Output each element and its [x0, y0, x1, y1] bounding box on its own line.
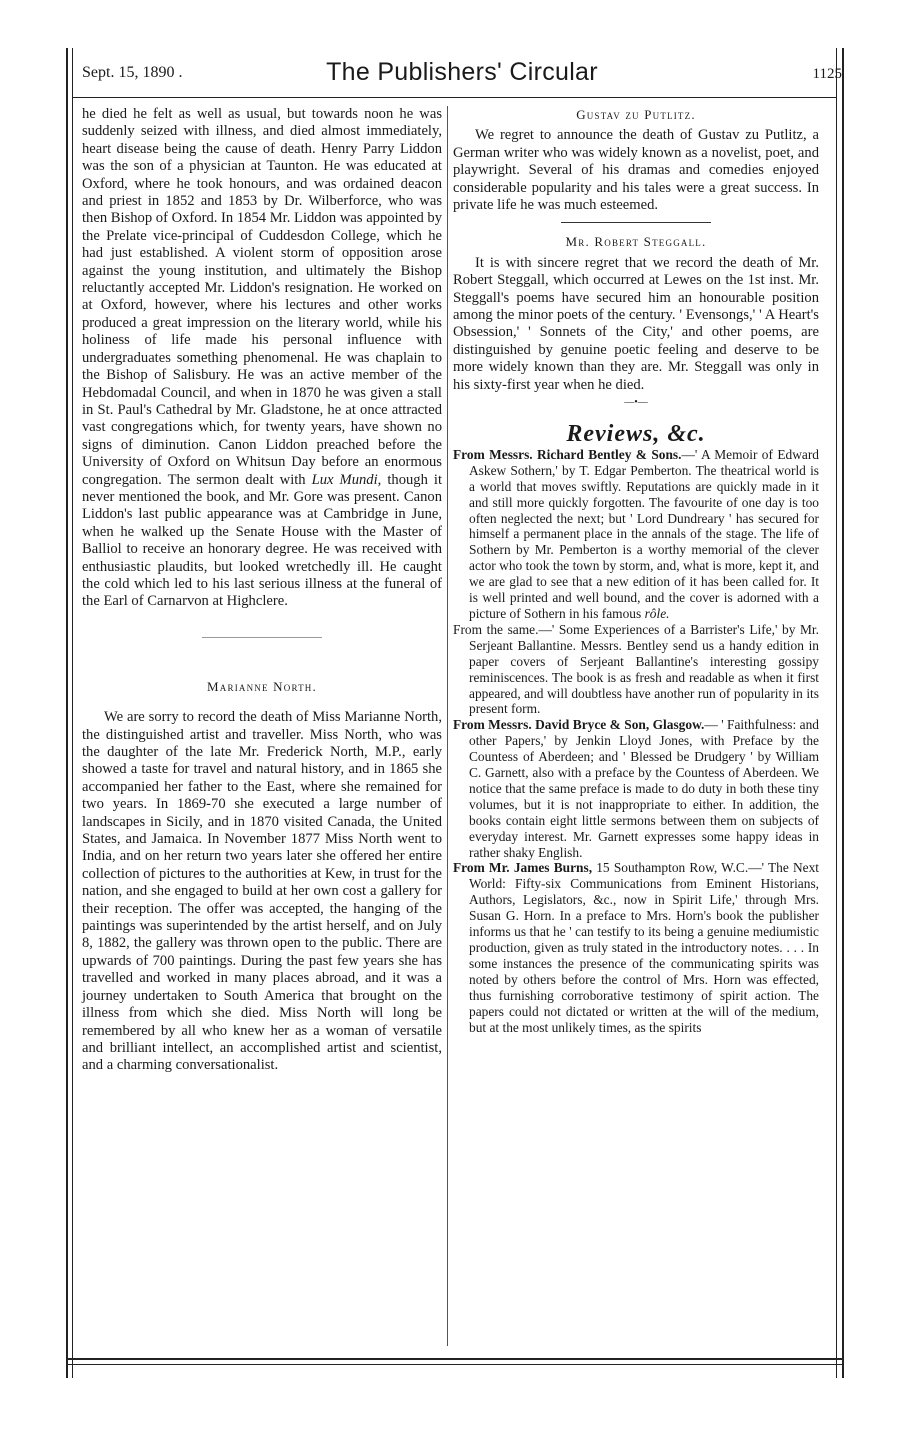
section-separator — [202, 637, 322, 638]
column-divider — [447, 106, 448, 1346]
review-entry — [453, 622, 819, 717]
review-entry — [453, 447, 819, 622]
review-text: —' Some Experiences of a Barrister's Life,' by Mr. Serjeant Ballantine. Messrs. Bentley send us a handy edition in paper covers of Serjeant Ballantine's interesting gossipy reminiscences. The book is as fresh and readable as when it first appeared, and will doubtless have another run of popularity in its present form. — [469, 621, 820, 717]
issue-date: Sept. 15, 1890 . — [82, 64, 183, 81]
review-source: From Messrs. David Bryce & Son, Glasgow. — [453, 717, 705, 733]
footer-rule-thin — [66, 1364, 844, 1365]
review-source: From the same. — [453, 621, 539, 637]
publication-title: The Publishers' Circular — [326, 58, 598, 86]
header-rule — [72, 97, 836, 98]
north-heading: Marianne North. — [207, 678, 317, 694]
liddon-text-2: though it never mentioned the book, and Mr. Gore was present. Canon Liddon's last public appearance was at Cambridge in June, when he walked up the Senate House with the Master of Balliol to receive an honorary degree. He was received with enthusiastic plaudits, but looked wretchedly ill. He caught the cold which led to his last serious illness at the funeral of the Earl of Carnarvon at Highclere. — [82, 471, 443, 610]
review-source: From Mr. James Burns, — [453, 860, 593, 876]
steggall-article: It is with sincere regret that we record the death of Mr. Robert Steggall, which occurred at Lewes on the 1st inst. Mr. Steggall's poems have secured him an honourable position among the minor poets of the century. ' Evensongs,' ' A Heart's Obsession,' ' Sonnets of the City,' and other poems, are distinguished by genuine poetic feeling and deserve to be more widely known than they are. Mr. Steggall was only in his sixty-first year when he died. — [453, 254, 819, 393]
right-column — [453, 106, 819, 1035]
putlitz-article: We regret to announce the death of Gustav zu Putlitz, a German writer who was widely known as a novelist, poet, and playwright. Several of his dramas and comedies enjoyed considerable popularity and his tales were a great success. In private life he was much esteemed. — [453, 127, 819, 214]
liddon-article — [82, 106, 442, 611]
review-text: 15 Southampton Row, W.C.—' The Next World: Fifty-six Communications from Eminent Historians, Authors, Legislators, &c., now in Spirit Life,' through Mrs. Susan G. Horn. In a preface to Mrs. Horn's book the publisher informs us that he ' can testify to its being a genuine mediumistic production, given as truly stated in the introductory notes. . . . In some instances the presence of the communicating spirits was noted by others before the control of Mrs. Horn was effected, thus furnishing corroborative testimony of spirit action. The papers could not dictated or written at the will of the medium, but at the most unlikely times, as the spirits — [469, 860, 819, 1035]
review-text: —' A Memoir of Edward Askew Sothern,' by T. Edgar Pemberton. The theatrical world is a world that moves swiftly. Reputations are quickly made in it and still more quickly forgotten. The favourite of one day is too often neglected the next; but ' Lord Dundreary ' has secured for himself a permanent place in the annals of the stage. The life of Sothern by Mr. Pemberton is a worthy memorial of the clever actor who took the town by storm, and, what is more, kept it, and we are glad to see that a new edition of it has been called for. It is well printed and well bound, and the cover is adorned with a picture of Sothern in his famous — [469, 446, 819, 621]
liddon-book-title: Lux Mundi, — [311, 471, 382, 488]
section-separator — [561, 222, 711, 223]
review-entry — [453, 860, 819, 1035]
review-text: — ' Faithfulness: and other Papers,' by Jenkin Lloyd Jones, with Preface by the Countess of Aberdeen; and ' Blessed be Drudgery ' by William C. Garnett, also with a preface by the Countess of Aberdeen. We notice that the same preface is made to do duty in both these tiny volumes, but it is not inappropriate to either. In addition, the books contain eight little sermons between them on subjects of everyday interest. Mr. Garnett expresses some happy ideas in rather shaky English. — [469, 717, 819, 860]
right-border-rule-outer — [842, 48, 844, 1378]
review-entry — [453, 717, 819, 860]
footer-rule — [66, 1358, 844, 1360]
left-border-rule-inner — [72, 48, 73, 1378]
right-border-rule — [836, 48, 837, 1378]
review-source: From Messrs. Richard Bentley & Sons. — [453, 446, 682, 462]
page-number: 1125 — [812, 66, 842, 82]
left-column — [82, 106, 442, 1075]
steggall-heading: Mr. Robert Steggall. — [565, 234, 707, 250]
review-tail: rôle. — [644, 605, 670, 621]
ornament-divider: —•— — [624, 397, 648, 409]
reviews-list — [453, 447, 819, 1036]
left-border-rule — [66, 48, 68, 1378]
putlitz-heading: Gustav zu Putlitz. — [576, 107, 696, 122]
liddon-text-1: he died he felt as well as usual, but towards noon he was suddenly seized with illness, and died almost immediately, heart disease being the cause of death. Henry Parry Liddon was the son of a physician at Taunton. He was educated at Oxford, where he took honours, and was ordained deacon and priest in 1852 and 1853 by Dr. Wilberforce, who was then Bishop of Oxford. In 1854 Mr. Liddon was appointed by the Prelate vice-principal of Cuddesdon College, which he had just established. A violent storm of opposition arose against the young institution, and ultimately the Bishop reluctantly accepted Mr. Liddon's resignation. He worked on at Oxford, however, where his lectures and other works produced a great impression on the literary world, while his holiness of life made his personal influence with undergraduates something phenomenal. He was chaplain to the Bishop of Salisbury. He was an active member of the Hebdomadal Council, and when in 1870 he was given a stall in St. Paul's Cathedral by Mr. Gladstone, he at once attracted vast congregations which, for twenty years, have shown no signs of diminution. Canon Liddon preached before the University of Oxford on Whitsun Day before an enormous congregation. The sermon dealt with — [82, 106, 442, 488]
page-header — [82, 58, 842, 88]
north-article: We are sorry to record the death of Miss Marianne North, the distinguished artist and traveller. Miss North, who was the daughter of the late Mr. Frederick North, M.P., early showed a taste for travel and natural history, and in 1865 she accompanied her father to the East, where she remained for two years. In 1869-70 she executed a large number of landscapes in Sicily, and in 1870 visited Canada, the United States, and Jamaica. In November 1877 Miss North went to India, and on her return two years later she offered her entire collection of pictures to the authorities at Kew, in trust for the nation, and she engaged to build at her own cost a gallery for their reception. The offer was accepted, the hanging of the paintings was superintended by the artist herself, and on July 8, 1882, the gallery was thrown open to the public. There are upwards of 700 paintings. During the past few years she has travelled and worked in many places abroad, and it was a journey undertaken to South America that brought on the illness from which she died. Miss North will long be remembered by all who knew her as a woman of versatile and brilliant intellect, an accomplished artist and scientist, and a charming conversationalist. — [82, 709, 442, 1074]
reviews-heading: Reviews, &c. — [566, 420, 706, 447]
